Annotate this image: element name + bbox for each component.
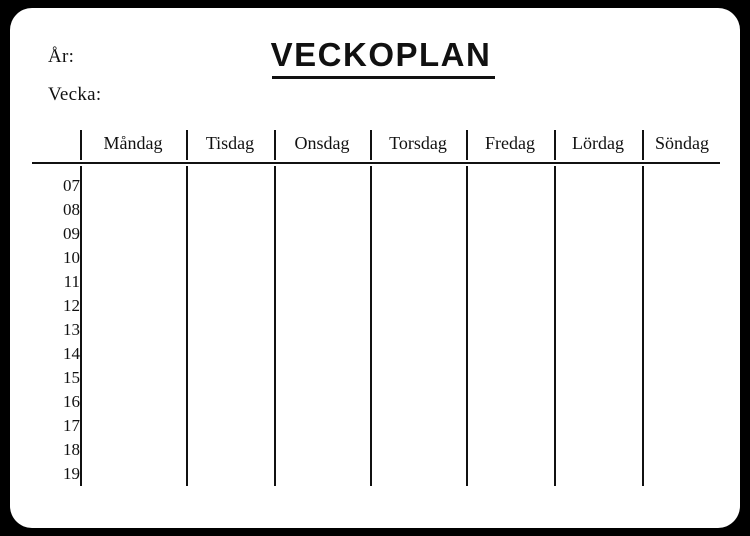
week-field-label: Vecka: — [48, 84, 102, 105]
hour-label-17: 17 — [63, 416, 80, 435]
header-separator-line — [32, 162, 720, 164]
hour-label-15: 15 — [63, 368, 80, 387]
day-header-mandag: Måndag — [103, 133, 163, 153]
hour-label-16: 16 — [63, 392, 80, 411]
hour-label-14: 14 — [63, 344, 80, 363]
day-header-fredag: Fredag — [485, 133, 535, 153]
hour-label-09: 09 — [63, 224, 80, 243]
column-divider-1-head — [186, 130, 188, 160]
hour-label-19: 19 — [63, 464, 80, 483]
title-underline — [272, 76, 495, 79]
day-header-sondag: Söndag — [655, 133, 709, 153]
day-header-onsdag: Onsdag — [294, 133, 350, 153]
column-divider-6-head — [642, 130, 644, 160]
hour-label-07: 07 — [63, 176, 80, 195]
column-divider-4-body — [466, 166, 468, 486]
page-title: VECKOPLAN — [270, 36, 492, 73]
column-divider-5-body — [554, 166, 556, 486]
day-header-lordag: Lördag — [572, 133, 624, 153]
column-divider-6-body — [642, 166, 644, 486]
hour-label-10: 10 — [63, 248, 80, 267]
hour-label-08: 08 — [63, 200, 80, 219]
hour-label-11: 11 — [63, 272, 80, 291]
week-grid — [28, 130, 722, 498]
column-divider-4-head — [466, 130, 468, 160]
year-field-label: År: — [48, 46, 75, 67]
column-divider-3-head — [370, 130, 372, 160]
day-header-tisdag: Tisdag — [205, 133, 255, 153]
week-field[interactable] — [48, 84, 102, 106]
day-header-row — [28, 130, 722, 160]
column-divider-2-body — [274, 166, 276, 486]
column-divider-0-body — [80, 166, 82, 486]
year-field[interactable] — [48, 46, 74, 68]
column-divider-1-body — [186, 166, 188, 486]
column-divider-2-head — [274, 130, 276, 160]
planner-sheet — [10, 8, 740, 528]
column-divider-3-body — [370, 166, 372, 486]
hour-label-12: 12 — [63, 296, 80, 315]
column-divider-5-head — [554, 130, 556, 160]
planner-page — [10, 8, 740, 528]
hour-label-13: 13 — [63, 320, 80, 339]
hour-label-18: 18 — [63, 440, 80, 459]
column-divider-0-head — [80, 130, 82, 160]
day-header-torsdag: Torsdag — [389, 133, 447, 153]
